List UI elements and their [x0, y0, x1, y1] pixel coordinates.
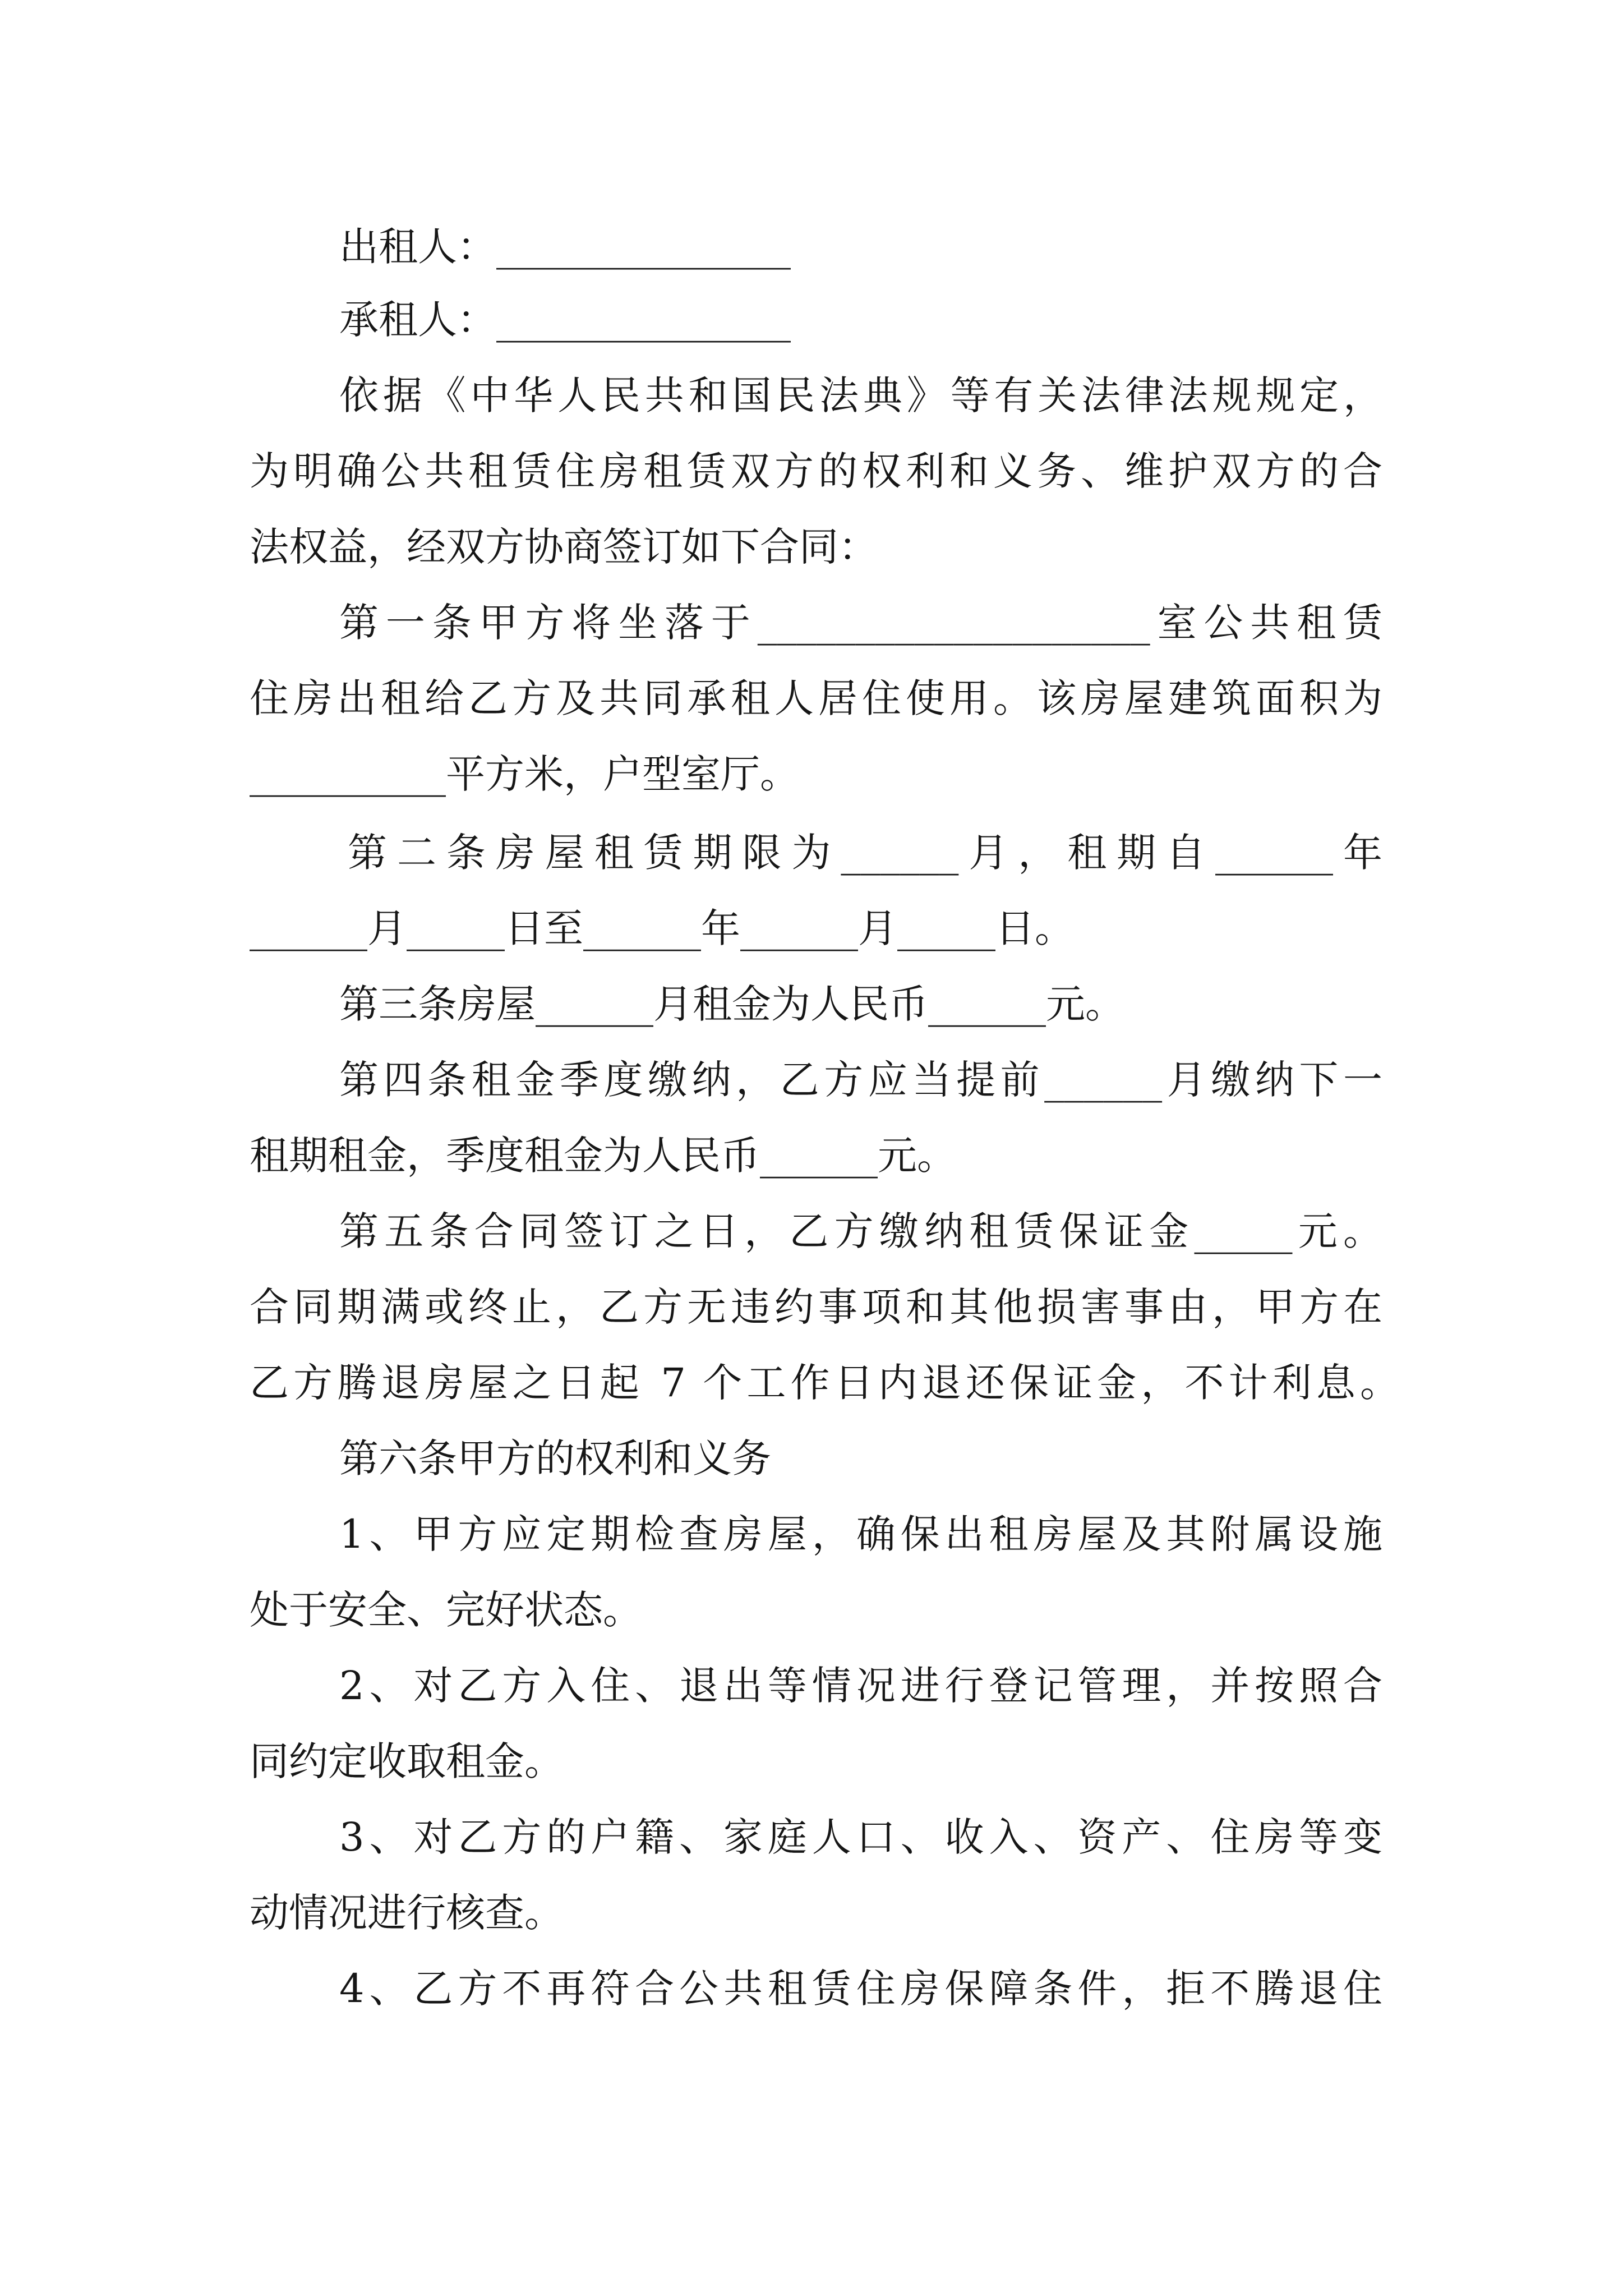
article-2-line-2: ______月_____日至______年______月_____日。 [250, 905, 1074, 951]
article-5-line-2: 合同期满或终止，乙方无违约事项和其他损害事由，甲方在 [250, 1284, 1382, 1330]
article-2-line-1: 第二条房屋租赁期限为______月，租期自______年 [348, 830, 1382, 876]
article-6-item-3-line-2: 动情况进行核查。 [250, 1890, 564, 1936]
article-6-heading: 第六条甲方的权利和义务 [339, 1435, 771, 1481]
article-6-item-2-line-1: 2、对乙方入住、退出等情况进行登记管理，并按照合 [339, 1663, 1382, 1709]
lessee-line: 承租人：_______________ [339, 297, 791, 343]
article-6-item-2-line-2: 同约定收取租金。 [250, 1738, 564, 1784]
preamble-line-1: 依据《中华人民共和国民法典》等有关法律法规规定， [339, 372, 1382, 418]
preamble-line-3: 法权益，经双方协商签订如下合同： [250, 524, 878, 570]
article-3-line: 第三条房屋______月租金为人民币______元。 [339, 981, 1124, 1027]
article-6-item-4-line-1: 4、乙方不再符合公共租赁住房保障条件，拒不腾退住 [339, 1966, 1382, 2012]
article-4-line-1: 第四条租金季度缴纳，乙方应当提前______月缴纳下一 [339, 1057, 1382, 1103]
article-6-item-1-line-2: 处于安全、完好状态。 [250, 1587, 642, 1633]
article-6-item-3-line-1: 3、对乙方的户籍、家庭人口、收入、资产、住房等变 [339, 1814, 1382, 1860]
article-1-line-3: __________平方米，户型室厅。 [250, 751, 799, 797]
article-5-line-1: 第五条合同签订之日，乙方缴纳租赁保证金_____元。 [339, 1208, 1382, 1254]
article-4-line-2: 租期租金，季度租金为人民币______元。 [250, 1133, 956, 1179]
article-5-line-3: 乙方腾退房屋之日起 7 个工作日内退还保证金，不计利息。 [250, 1360, 1399, 1406]
article-1-line-2: 住房出租给乙方及共同承租人居住使用。该房屋建筑面积为 [250, 675, 1382, 721]
lessor-line: 出租人：_______________ [339, 224, 791, 270]
article-6-item-1-line-1: 1、甲方应定期检查房屋，确保出租房屋及其附属设施 [339, 1511, 1382, 1557]
article-1-line-1: 第一条甲方将坐落于____________________室公共租赁 [339, 600, 1382, 646]
preamble-line-2: 为明确公共租赁住房租赁双方的权利和义务、维护双方的合 [250, 448, 1382, 494]
